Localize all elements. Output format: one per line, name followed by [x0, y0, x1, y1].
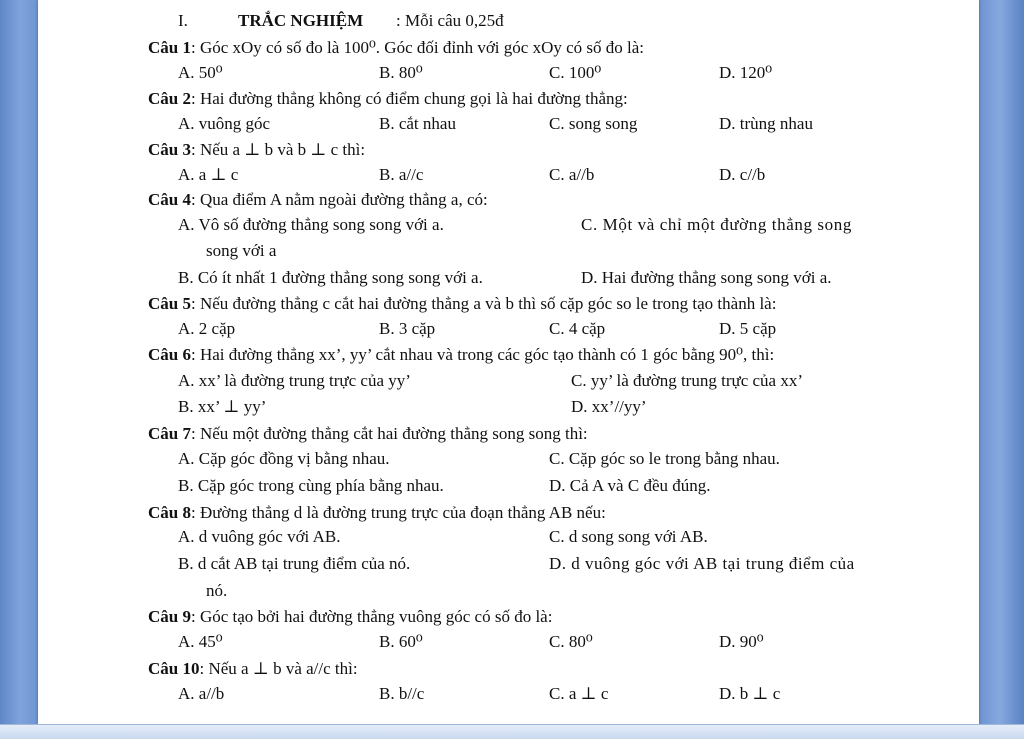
question-7-options-row1	[38, 446, 979, 472]
question-label: Câu 5	[148, 294, 191, 313]
option-a: A. a//b	[178, 684, 225, 703]
question-3	[38, 137, 979, 163]
option-b: B. cắt nhau	[379, 114, 456, 133]
question-text: : Hai đường thẳng không có điểm chung gọi là hai đường thẳng:	[190, 89, 628, 108]
option-b: B. 60⁰	[379, 632, 423, 651]
question-8-options-row2	[38, 551, 979, 577]
question-text: : Góc xOy có số đo là 100⁰. Góc đối đỉnh với góc xOy có số đo là:	[190, 38, 645, 57]
document-page	[38, 0, 979, 724]
question-1-options	[38, 60, 979, 86]
section-title: TRẮC NGHIỆM	[238, 11, 364, 30]
question-text: : Nếu một đường thẳng cắt hai đường thẳng song song thì:	[190, 424, 588, 443]
question-text: : Hai đường thẳng xx’, yy’ cắt nhau và trong các góc tạo thành có 1 góc bằng 90⁰, thì:	[190, 345, 775, 364]
option-a: A. 2 cặp	[178, 319, 236, 338]
question-label: Câu 10	[148, 659, 200, 678]
option-d: D. trùng nhau	[719, 114, 813, 133]
option-d: D. 120⁰	[719, 63, 773, 82]
question-9-options	[38, 629, 979, 655]
question-3-options	[38, 162, 979, 188]
question-6	[38, 342, 979, 368]
option-a-continued: song với a	[206, 241, 277, 260]
option-d: D. Hai đường thẳng song song với a.	[581, 268, 832, 287]
question-7	[38, 421, 979, 447]
question-label: Câu 3	[148, 140, 191, 159]
question-text: : Nếu a ⊥ b và b ⊥ c thì:	[190, 140, 366, 159]
question-4-options-row3	[38, 265, 979, 291]
question-label: Câu 4	[148, 190, 191, 209]
option-a: A. d vuông góc với AB.	[178, 527, 341, 546]
question-8-options-row1	[38, 524, 979, 550]
option-a: A. Vô số đường thẳng song song với a.	[178, 215, 444, 234]
question-5-options	[38, 316, 979, 342]
question-text: : Qua điểm A nằm ngoài đường thẳng a, có:	[190, 190, 488, 209]
question-label: Câu 7	[148, 424, 191, 443]
question-text: : Nếu đường thẳng c cắt hai đường thẳng a và b thì số cặp góc so le trong tạo thành là:	[190, 294, 777, 313]
question-4-options-row1	[38, 212, 979, 238]
question-1	[38, 35, 979, 61]
question-2	[38, 86, 979, 112]
question-label: Câu 2	[148, 89, 191, 108]
question-text: : Đường thẳng d là đường trung trực của đoạn thẳng AB nếu:	[190, 503, 606, 522]
option-d: D. b ⊥ c	[719, 684, 781, 703]
option-d: D. Cả A và C đều đúng.	[549, 476, 711, 495]
option-a: A. 50⁰	[178, 63, 223, 82]
question-label: Câu 9	[148, 607, 191, 626]
section-number: I.	[178, 11, 188, 30]
option-b: B. xx’ ⊥ yy’	[178, 397, 267, 416]
option-b: B. 3 cặp	[379, 319, 436, 338]
question-10-options	[38, 681, 979, 707]
option-c: C. song song	[549, 114, 638, 133]
option-d: D. xx’//yy’	[571, 397, 647, 416]
option-c: C. yy’ là đường trung trực của xx’	[571, 371, 803, 390]
option-b: B. d cắt AB tại trung điểm của nó.	[178, 554, 411, 573]
option-d-continued: nó.	[206, 581, 228, 600]
question-text: : Nếu a ⊥ b và a//c thì:	[199, 659, 358, 678]
section-heading	[38, 8, 979, 34]
option-c: C. 80⁰	[549, 632, 593, 651]
section-score: : Mỗi câu 0,25đ	[396, 11, 504, 30]
option-d: D. d vuông góc với AB tại trung điểm của	[549, 554, 855, 573]
question-8-options-row3	[38, 578, 979, 604]
status-bar	[0, 724, 1024, 739]
question-9	[38, 604, 979, 630]
option-c: C. 100⁰	[549, 63, 602, 82]
question-5	[38, 291, 979, 317]
option-a: A. a ⊥ c	[178, 165, 239, 184]
question-10	[38, 656, 979, 682]
option-c: C. Cặp góc so le trong bằng nhau.	[549, 449, 780, 468]
question-4	[38, 187, 979, 213]
option-b: B. b//c	[379, 684, 425, 703]
option-d: D. 90⁰	[719, 632, 764, 651]
option-c: C. d song song với AB.	[549, 527, 708, 546]
option-c: C. 4 cặp	[549, 319, 606, 338]
option-c: C. Một và chỉ một đường thẳng song	[581, 215, 852, 234]
question-6-options-row2	[38, 394, 979, 420]
option-b: B. 80⁰	[379, 63, 423, 82]
question-8	[38, 500, 979, 526]
option-c: C. a//b	[549, 165, 595, 184]
question-label: Câu 6	[148, 345, 191, 364]
question-6-options-row1	[38, 368, 979, 394]
option-b: B. Có ít nhất 1 đường thẳng song song với a.	[178, 268, 483, 287]
option-a: A. vuông góc	[178, 114, 271, 133]
option-a: A. 45⁰	[178, 632, 223, 651]
option-b: B. a//c	[379, 165, 424, 184]
option-a: A. Cặp góc đồng vị bằng nhau.	[178, 449, 390, 468]
option-b: B. Cặp góc trong cùng phía bằng nhau.	[178, 476, 444, 495]
question-text: : Góc tạo bởi hai đường thẳng vuông góc có số đo là:	[190, 607, 553, 626]
option-a: A. xx’ là đường trung trực của yy’	[178, 371, 411, 390]
option-d: D. 5 cặp	[719, 319, 777, 338]
question-label: Câu 1	[148, 38, 191, 57]
question-4-options-row2	[38, 238, 979, 264]
question-label: Câu 8	[148, 503, 191, 522]
option-d: D. c//b	[719, 165, 766, 184]
question-2-options	[38, 111, 979, 137]
option-c: C. a ⊥ c	[549, 684, 609, 703]
question-7-options-row2	[38, 473, 979, 499]
